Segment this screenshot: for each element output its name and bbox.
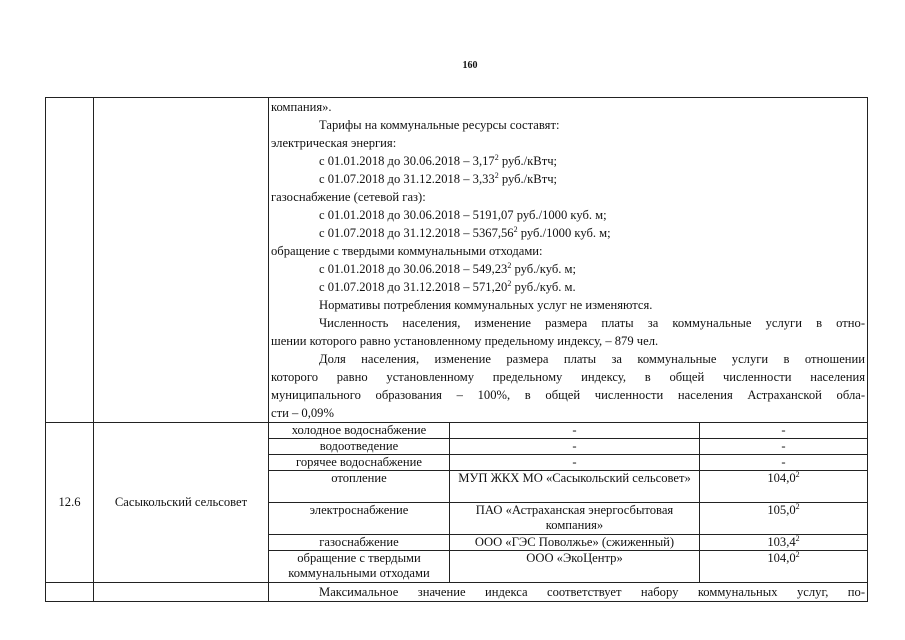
tariffs-heading: Тарифы на коммунальные ресурсы составят:	[319, 118, 560, 132]
service-index: 104,0$^2$	[700, 551, 868, 583]
electricity-label: электрическая энергия:	[271, 136, 397, 150]
service-provider: -	[450, 439, 700, 455]
footer-cell	[269, 583, 868, 602]
share-text-line: сти – 0,09%	[271, 406, 334, 420]
waste-label: обращение с твердыми коммунальными отходами:	[271, 244, 543, 258]
service-index: -	[700, 423, 868, 439]
population-text-line: шении которого равно установленному предельному индексу, – 879 чел.	[271, 334, 659, 348]
service-name: холодное водоснабжение	[269, 423, 450, 439]
empty-number-cell	[46, 583, 94, 602]
entry-name: Сасыкольский сельсовет	[94, 423, 269, 583]
service-index: -	[700, 455, 868, 471]
gas-tariff-1: с 01.01.2018 до 30.06.2018 – 5191,07 руб./1000 куб. м;	[319, 208, 607, 222]
share-text-line: муниципального образования – 100%, в общей численности населения Астраханской обла-	[271, 388, 866, 402]
service-provider: ПАО «Астраханская энергосбытовая компания»	[450, 503, 700, 535]
waste-tariff-1: с 01.01.2018 до 30.06.2018 – 549,23$^2$ руб./куб. м;	[319, 261, 577, 276]
service-provider: ООО «ЭкоЦентр»	[450, 551, 700, 583]
norms-text: Нормативы потребления коммунальных услуг не изменяются.	[319, 298, 653, 312]
footer-row	[46, 583, 868, 602]
text-cell	[269, 98, 868, 423]
share-text-line: Доля населения, изменение размера платы за коммунальные услуги в отношении	[319, 352, 866, 366]
empty-name-cell	[94, 98, 269, 423]
service-name: горячее водоснабжение	[269, 455, 450, 471]
service-index: 104,0$^2$	[700, 471, 868, 503]
document-table	[45, 97, 868, 602]
footer-text: Максимальное значение индекса соответствует набору коммунальных услуг, по-	[319, 585, 866, 600]
entry-number: 12.6	[46, 423, 94, 583]
service-provider: МУП ЖКХ МО «Сасыкольский сельсовет»	[450, 471, 700, 503]
empty-number-cell	[46, 98, 94, 423]
empty-name-cell	[94, 583, 269, 602]
service-index: 103,4$^2$	[700, 535, 868, 551]
service-row	[46, 423, 868, 439]
page-number: 160	[462, 60, 478, 71]
service-index: 105,0$^2$	[700, 503, 868, 535]
service-name: отопление	[269, 471, 450, 503]
service-provider: -	[450, 455, 700, 471]
service-name: водоотведение	[269, 439, 450, 455]
service-name: обращение с твердыми коммунальными отходами	[269, 551, 450, 583]
gas-tariff-2: с 01.07.2018 до 31.12.2018 – 5367,56$^2$ руб./1000 куб. м;	[319, 225, 611, 240]
service-name: электроснабжение	[269, 503, 450, 535]
electricity-tariff-1: с 01.01.2018 до 30.06.2018 – 3,17$^2$ руб./кВтч;	[319, 153, 558, 168]
electricity-tariff-2: с 01.07.2018 до 31.12.2018 – 3,33$^2$ руб./кВтч;	[319, 171, 558, 186]
share-text-line: которого равно установленному предельному индексу, в общей численности населения	[271, 370, 866, 384]
service-name: газоснабжение	[269, 535, 450, 551]
service-provider: -	[450, 423, 700, 439]
text-line: компания».	[271, 100, 332, 114]
population-text-line: Численность населения, изменение размера платы за коммунальные услуги в отно-	[319, 316, 866, 330]
service-provider: ООО «ГЭС Поволжье» (сжиженный)	[450, 535, 700, 551]
waste-tariff-2: с 01.07.2018 до 31.12.2018 – 571,20$^2$ руб./куб. м.	[319, 279, 576, 294]
gas-label: газоснабжение (сетевой газ):	[271, 190, 426, 204]
continuation-row	[46, 98, 868, 423]
service-index: -	[700, 439, 868, 455]
